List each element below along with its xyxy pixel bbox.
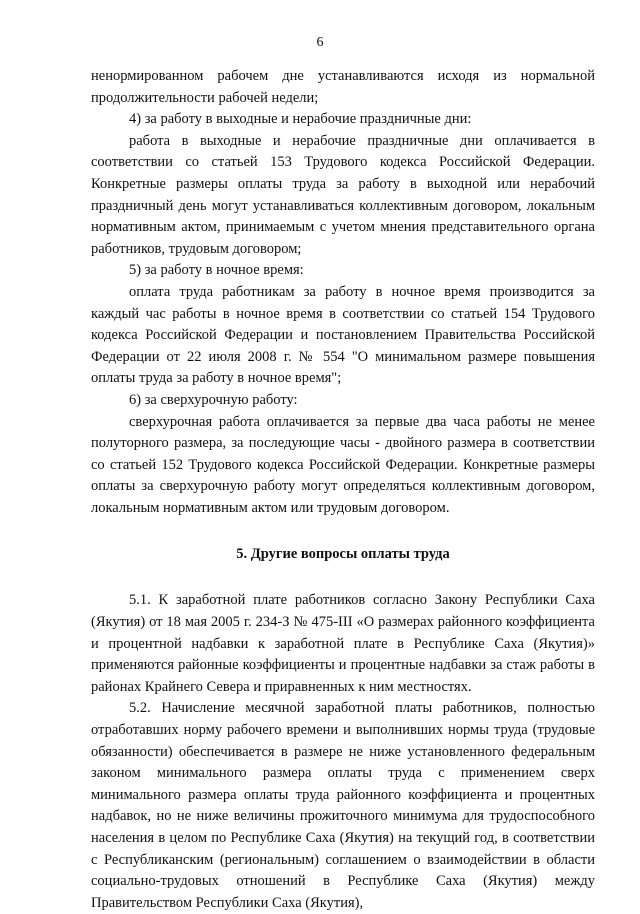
paragraph: 5.1. К заработной плате работников согласно Закону Республики Саха (Якутия) от 18 мая 2005 г. 234-З № 475-III «О размерах районного коэффициента и процентной надбавки к заработной плате в Республике Саха (Якутия)» применяются районные коэффициенты и процентные надбавки за стаж работы в районах Крайнего Севера и приравненных к ним местностях.	[91, 592, 595, 695]
paragraph: 5) за работу в ночное время:	[129, 262, 304, 279]
paragraph: 6) за сверхурочную работу:	[129, 391, 298, 408]
document-body	[91, 66, 595, 914]
paragraph: сверхурочная работа оплачивается за первые два часа работы не менее полуторного размера, за последующие часы - двойного размера в соответствии со статьей 152 Трудового кодекса Российской Федерации. Конкретные размеры оплаты за сверхурочную работу могут определяться коллективным договором, локальным нормативным актом или трудовым договором.	[91, 413, 595, 516]
paragraph: работа в выходные и нерабочие праздничные дни оплачивается в соответствии со статьей 153 Трудового кодекса Российской Федерации. Конкретные размеры оплаты труда за работу в выходной или нерабочий праздничный день могут устанавливаться коллективным договором, локальным нормативным актом, принимаемым с учетом мнения представительного органа работников, трудовым договором;	[91, 132, 595, 257]
paragraph: 4) за работу в выходные и нерабочие праздничные дни:	[129, 111, 472, 128]
paragraph: ненормированном рабочем дне устанавливаются исходя из нормальной продолжительности рабочей недели;	[91, 68, 595, 106]
paragraph: 5.2. Начисление месячной заработной платы работников, полностью отработавших норму рабочего времени и выполнивших нормы труда (трудовые обязанности) обеспечивается в размере не ниже установленного федеральным законом минимального размера оплаты труда с применением сверх минимального размера оплаты труда районного коэффициента и процентных надбавок, но не ниже величины прожиточного минимума для трудоспособного населения в целом по Республике Саха (Якутия) на текущий год, в соответствии с Республиканским (региональным) соглашением о взаимодействии в области социально-трудовых отношений в Республике Саха (Якутия) между Правительством Республики Саха (Якутия),	[91, 700, 595, 911]
page-number: 6	[316, 35, 324, 50]
section-heading: 5. Другие вопросы оплаты труда	[236, 546, 450, 563]
paragraph: оплата труда работникам за работу в ночное время производится за каждый час работы в ночное время в соответствии со статьей 154 Трудового кодекса Российской Федерации и постановлением Правительства Российской Федерации от 22 июля 2008 г. № 554 "О минимальном размере повышения оплаты труда за работу в ночное время";	[91, 283, 595, 387]
